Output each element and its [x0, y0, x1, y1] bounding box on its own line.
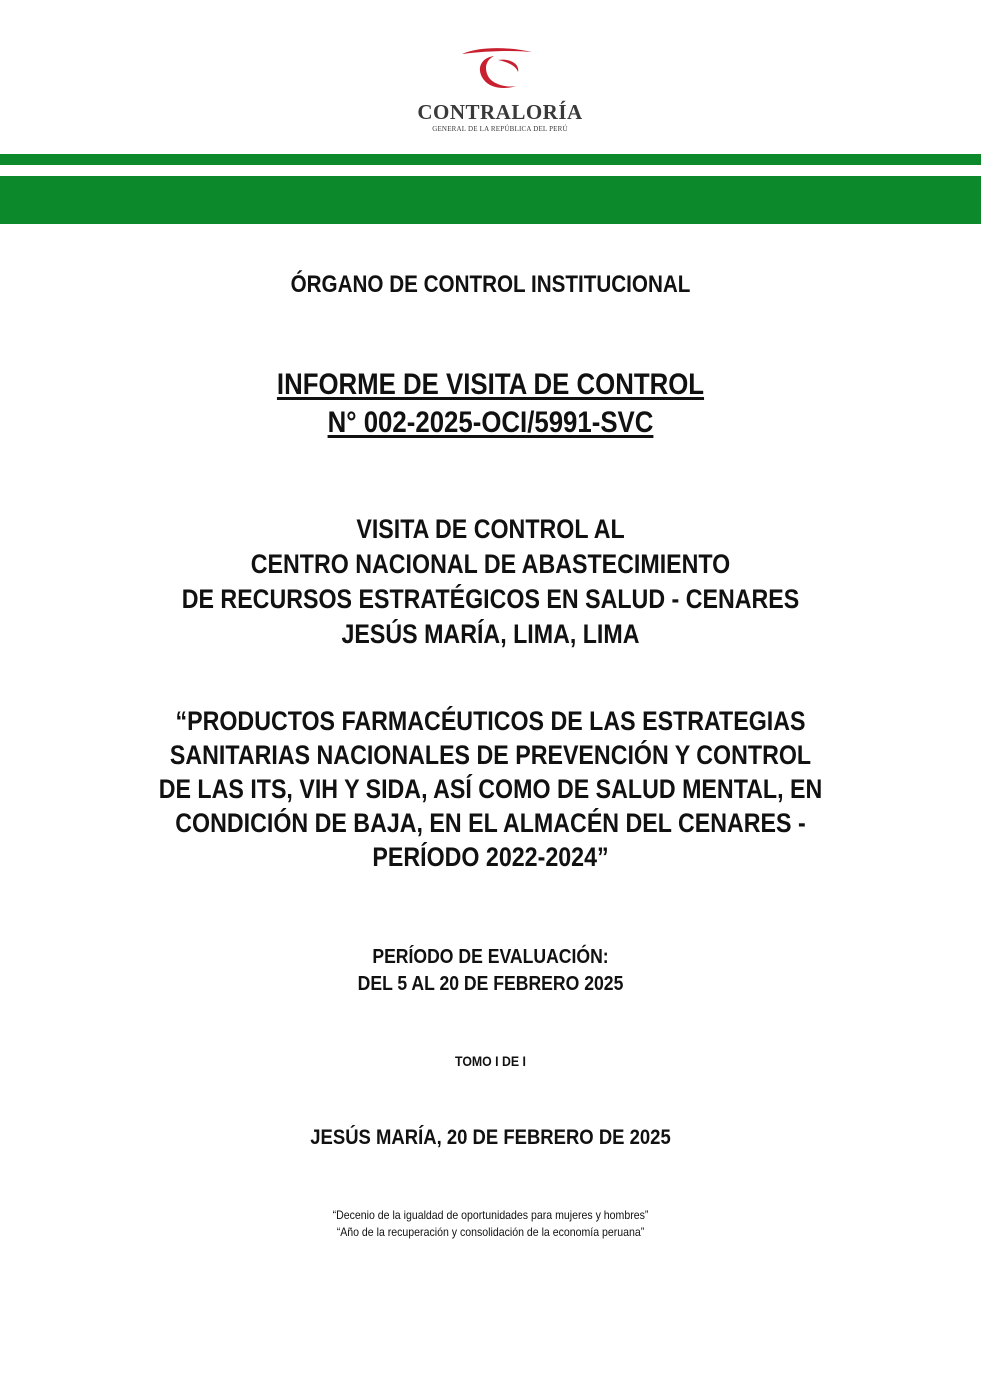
subject-heading	[69, 704, 913, 874]
visit-line: CENTRO NACIONAL DE ABASTECIMIENTO	[250, 549, 731, 579]
subject-line: CONDICIÓN DE BAJA, EN EL ALMACÉN DEL CENARES -	[175, 808, 806, 838]
motto-line: “Decenio de la igualdad de oportunidades para mujeres y hombres”	[332, 1208, 649, 1222]
report-title	[69, 366, 913, 442]
evaluation-range: DEL 5 AL 20 DE FEBRERO 2025	[357, 973, 624, 995]
subject-line: PERÍODO 2022-2024”	[372, 842, 609, 872]
subject-line: DE LAS ITS, VIH Y SIDA, ASÍ COMO DE SALUD MENTAL, EN	[158, 774, 823, 804]
subject-line: “PRODUCTOS FARMACÉUTICOS DE LAS ESTRATEGIAS	[175, 706, 806, 736]
visit-heading	[69, 512, 913, 652]
visit-line: JESÚS MARÍA, LIMA, LIMA	[341, 619, 640, 649]
subject-line: SANITARIAS NACIONALES DE PREVENCIÓN Y CONTROL	[169, 740, 812, 770]
logo-subtitle: GENERAL DE LA REPÚBLICA DEL PERÚ	[432, 125, 568, 133]
green-band-thin	[0, 154, 981, 165]
contraloria-swoosh-icon	[450, 48, 550, 98]
evaluation-period	[59, 944, 922, 998]
evaluation-label: PERÍODO DE EVALUACIÓN:	[372, 946, 609, 968]
report-title-line1: INFORME DE VISITA DE CONTROL	[276, 368, 705, 401]
logo-name: CONTRALORÍA	[417, 100, 583, 124]
place-date: JESÚS MARÍA, 20 DE FEBRERO DE 2025	[310, 1126, 671, 1149]
organ-title: ÓRGANO DE CONTROL INSTITUCIONAL	[290, 271, 691, 298]
motto-line: “Año de la recuperación y consolidación de la economía peruana”	[336, 1225, 645, 1239]
report-number: N° 002-2025-OCI/5991-SVC	[327, 406, 654, 439]
volume-label: TOMO I DE I	[455, 1053, 526, 1069]
visit-line: VISITA DE CONTROL AL	[356, 514, 625, 544]
contraloria-logo	[400, 48, 600, 138]
visit-line: DE RECURSOS ESTRATÉGICOS EN SALUD - CENARES	[181, 584, 800, 614]
green-band-thick	[0, 176, 981, 224]
official-mottos	[59, 1207, 922, 1241]
